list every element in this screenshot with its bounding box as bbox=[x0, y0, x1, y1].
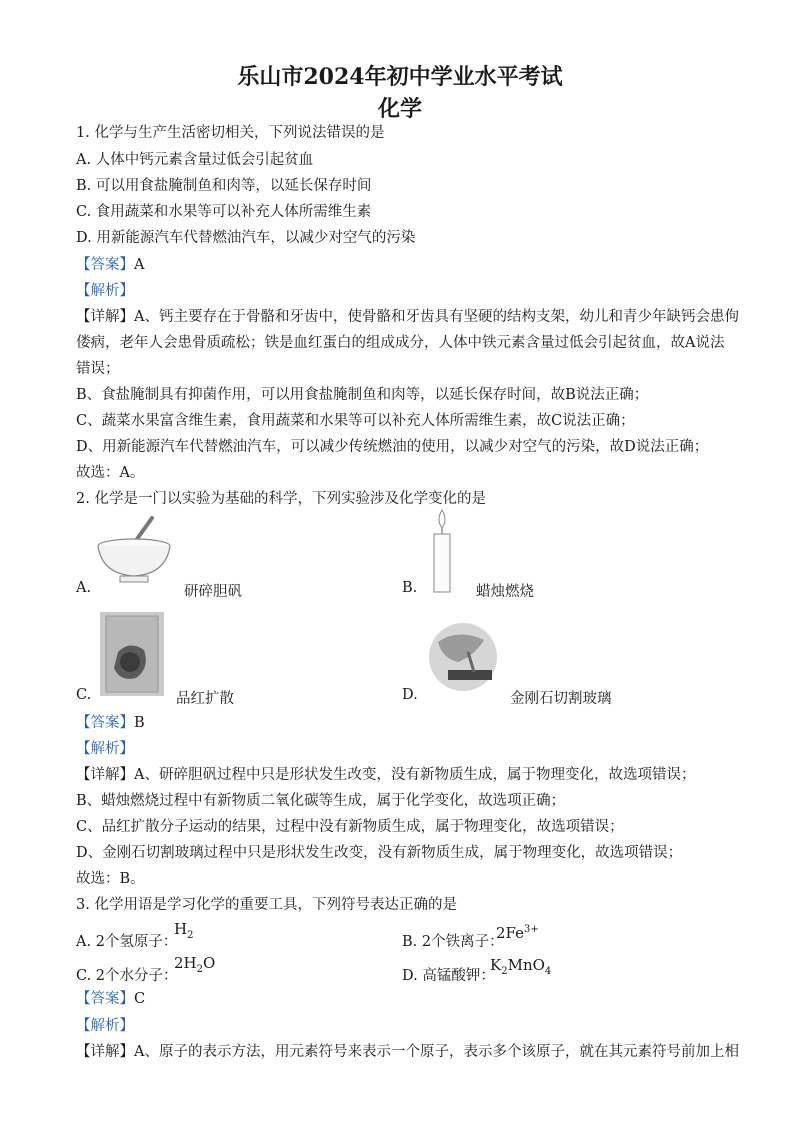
q1-stem: 1. 化学与生产生活密切相关，下列说法错误的是 bbox=[76, 125, 385, 141]
q1-detail-line-2: 偻病，老年人会患骨质疏松；铁是血红蛋白的组成成分，人体中铁元素含量过低会引起贫血，故A说法 bbox=[76, 335, 725, 351]
q2-conclusion: 故选：B。 bbox=[76, 871, 145, 887]
q2-option-b-caption: 蜡烛燃烧 bbox=[476, 584, 534, 600]
q1-option-b: B. 可以用食盐腌制鱼和肉等，以延长保存时间 bbox=[76, 178, 372, 194]
answer-tag: 【答案】 bbox=[76, 715, 134, 731]
q2-detail-line-1: 【详解】A、研碎胆矾过程中只是形状发生改变，没有新物质生成，属于物理变化，故选项错误； bbox=[76, 767, 696, 783]
q2-analysis-tag: 【解析】 bbox=[76, 741, 134, 757]
q3-option-a-text: A. 2个氢原子： bbox=[76, 934, 178, 950]
q3-option-c-text: C. 2个水分子： bbox=[76, 968, 178, 984]
q3-option-b-text: B. 2个铁离子： bbox=[402, 934, 504, 950]
q2-option-d-caption: 金刚石切割玻璃 bbox=[510, 691, 612, 707]
detail-tag: 【详解】 bbox=[76, 1044, 134, 1060]
q1-detail-line-4: B、食盐腌制具有抑菌作用，可以用食盐腌制鱼和肉等，以延长保存时间，故B说法正确； bbox=[76, 387, 649, 403]
q3-option-d-text: D. 高锰酸钾： bbox=[402, 968, 495, 984]
detail-tag: 【详解】 bbox=[76, 309, 134, 325]
q3-stem: 3. 化学用语是学习化学的重要工具，下列符号表达正确的是 bbox=[76, 897, 457, 913]
q1-option-c: C. 食用蔬菜和水果等可以补充人体所需维生素 bbox=[76, 204, 372, 220]
diamond-cutting-glass-image bbox=[428, 622, 498, 692]
answer-value: C bbox=[134, 991, 146, 1007]
q3-option-b-formula: $2Fe^{3+}$ bbox=[496, 924, 539, 942]
q2-answer bbox=[76, 714, 145, 732]
q2-option-c-caption: 品红扩散 bbox=[176, 691, 234, 707]
q1-answer bbox=[76, 256, 144, 274]
q3-analysis-tag: 【解析】 bbox=[76, 1018, 134, 1034]
q3-detail-line-1: 【详解】A、原子的表示方法，用元素符号来表示一个原子，表示多个该原子，就在其元素符号前加上相 bbox=[76, 1044, 739, 1060]
detail-tag: 【详解】 bbox=[76, 767, 134, 783]
q1-analysis-tag: 【解析】 bbox=[76, 283, 134, 299]
q3-option-d-formula: $K_2MnO_4$ bbox=[490, 956, 552, 977]
q1-detail-line-3: 错误； bbox=[76, 361, 120, 377]
q2-option-a-label: A. bbox=[76, 580, 92, 596]
q3-option-c-formula: $2H_2O$ bbox=[174, 954, 216, 975]
mortar-pestle-image bbox=[94, 510, 174, 588]
q2-option-a-caption: 研碎胆矾 bbox=[184, 584, 242, 600]
q2-detail-line-4: D、金刚石切割玻璃过程中只是形状发生改变，没有新物质生成，属于物理变化，故选项错误； bbox=[76, 845, 683, 861]
dye-diffusion-image bbox=[100, 612, 164, 696]
q1-detail-line-1: 【详解】A、钙主要存在于骨骼和牙齿中，使骨骼和牙齿具有坚硬的结构支架，幼儿和青少年缺钙会患佝 bbox=[76, 309, 739, 325]
q2-stem: 2. 化学是一门以实验为基础的科学，下列实验涉及化学变化的是 bbox=[76, 491, 486, 507]
q2-option-d-label: D. bbox=[402, 687, 418, 703]
q1-detail-line-5: C、蔬菜水果富含维生素，食用蔬菜和水果等可以补充人体所需维生素，故C说法正确； bbox=[76, 413, 635, 429]
q3-answer bbox=[76, 990, 145, 1008]
q1-option-a: A. 人体中钙元素含量过低会引起贫血 bbox=[76, 152, 314, 168]
page-title: 乐山市2024年初中学业水平考试 bbox=[237, 64, 563, 90]
q2-option-c-label: C. bbox=[76, 687, 92, 703]
candle-image bbox=[428, 508, 456, 596]
q2-detail-line-2: B、蜡烛燃烧过程中有新物质二氧化碳等生成，属于化学变化，故选项正确； bbox=[76, 793, 566, 809]
q1-option-d: D. 用新能源汽车代替燃油汽车，以减少对空气的污染 bbox=[76, 230, 416, 246]
q2-detail-line-3: C、品红扩散分子运动的结果，过程中没有新物质生成，属于物理变化，故选项错误； bbox=[76, 819, 624, 835]
answer-value: A bbox=[134, 257, 145, 273]
answer-value: B bbox=[134, 715, 145, 731]
q2-option-b-label: B. bbox=[402, 580, 418, 596]
answer-tag: 【答案】 bbox=[76, 991, 134, 1007]
q1-conclusion: 故选：A。 bbox=[76, 465, 145, 481]
page-subtitle: 化学 bbox=[377, 96, 422, 122]
q3-option-a-formula: $H_2$ bbox=[174, 920, 194, 941]
answer-tag: 【答案】 bbox=[76, 257, 134, 273]
q1-detail-line-6: D、用新能源汽车代替燃油汽车，可以减少传统燃油的使用，以减少对空气的污染，故D说法正确； bbox=[76, 439, 709, 455]
